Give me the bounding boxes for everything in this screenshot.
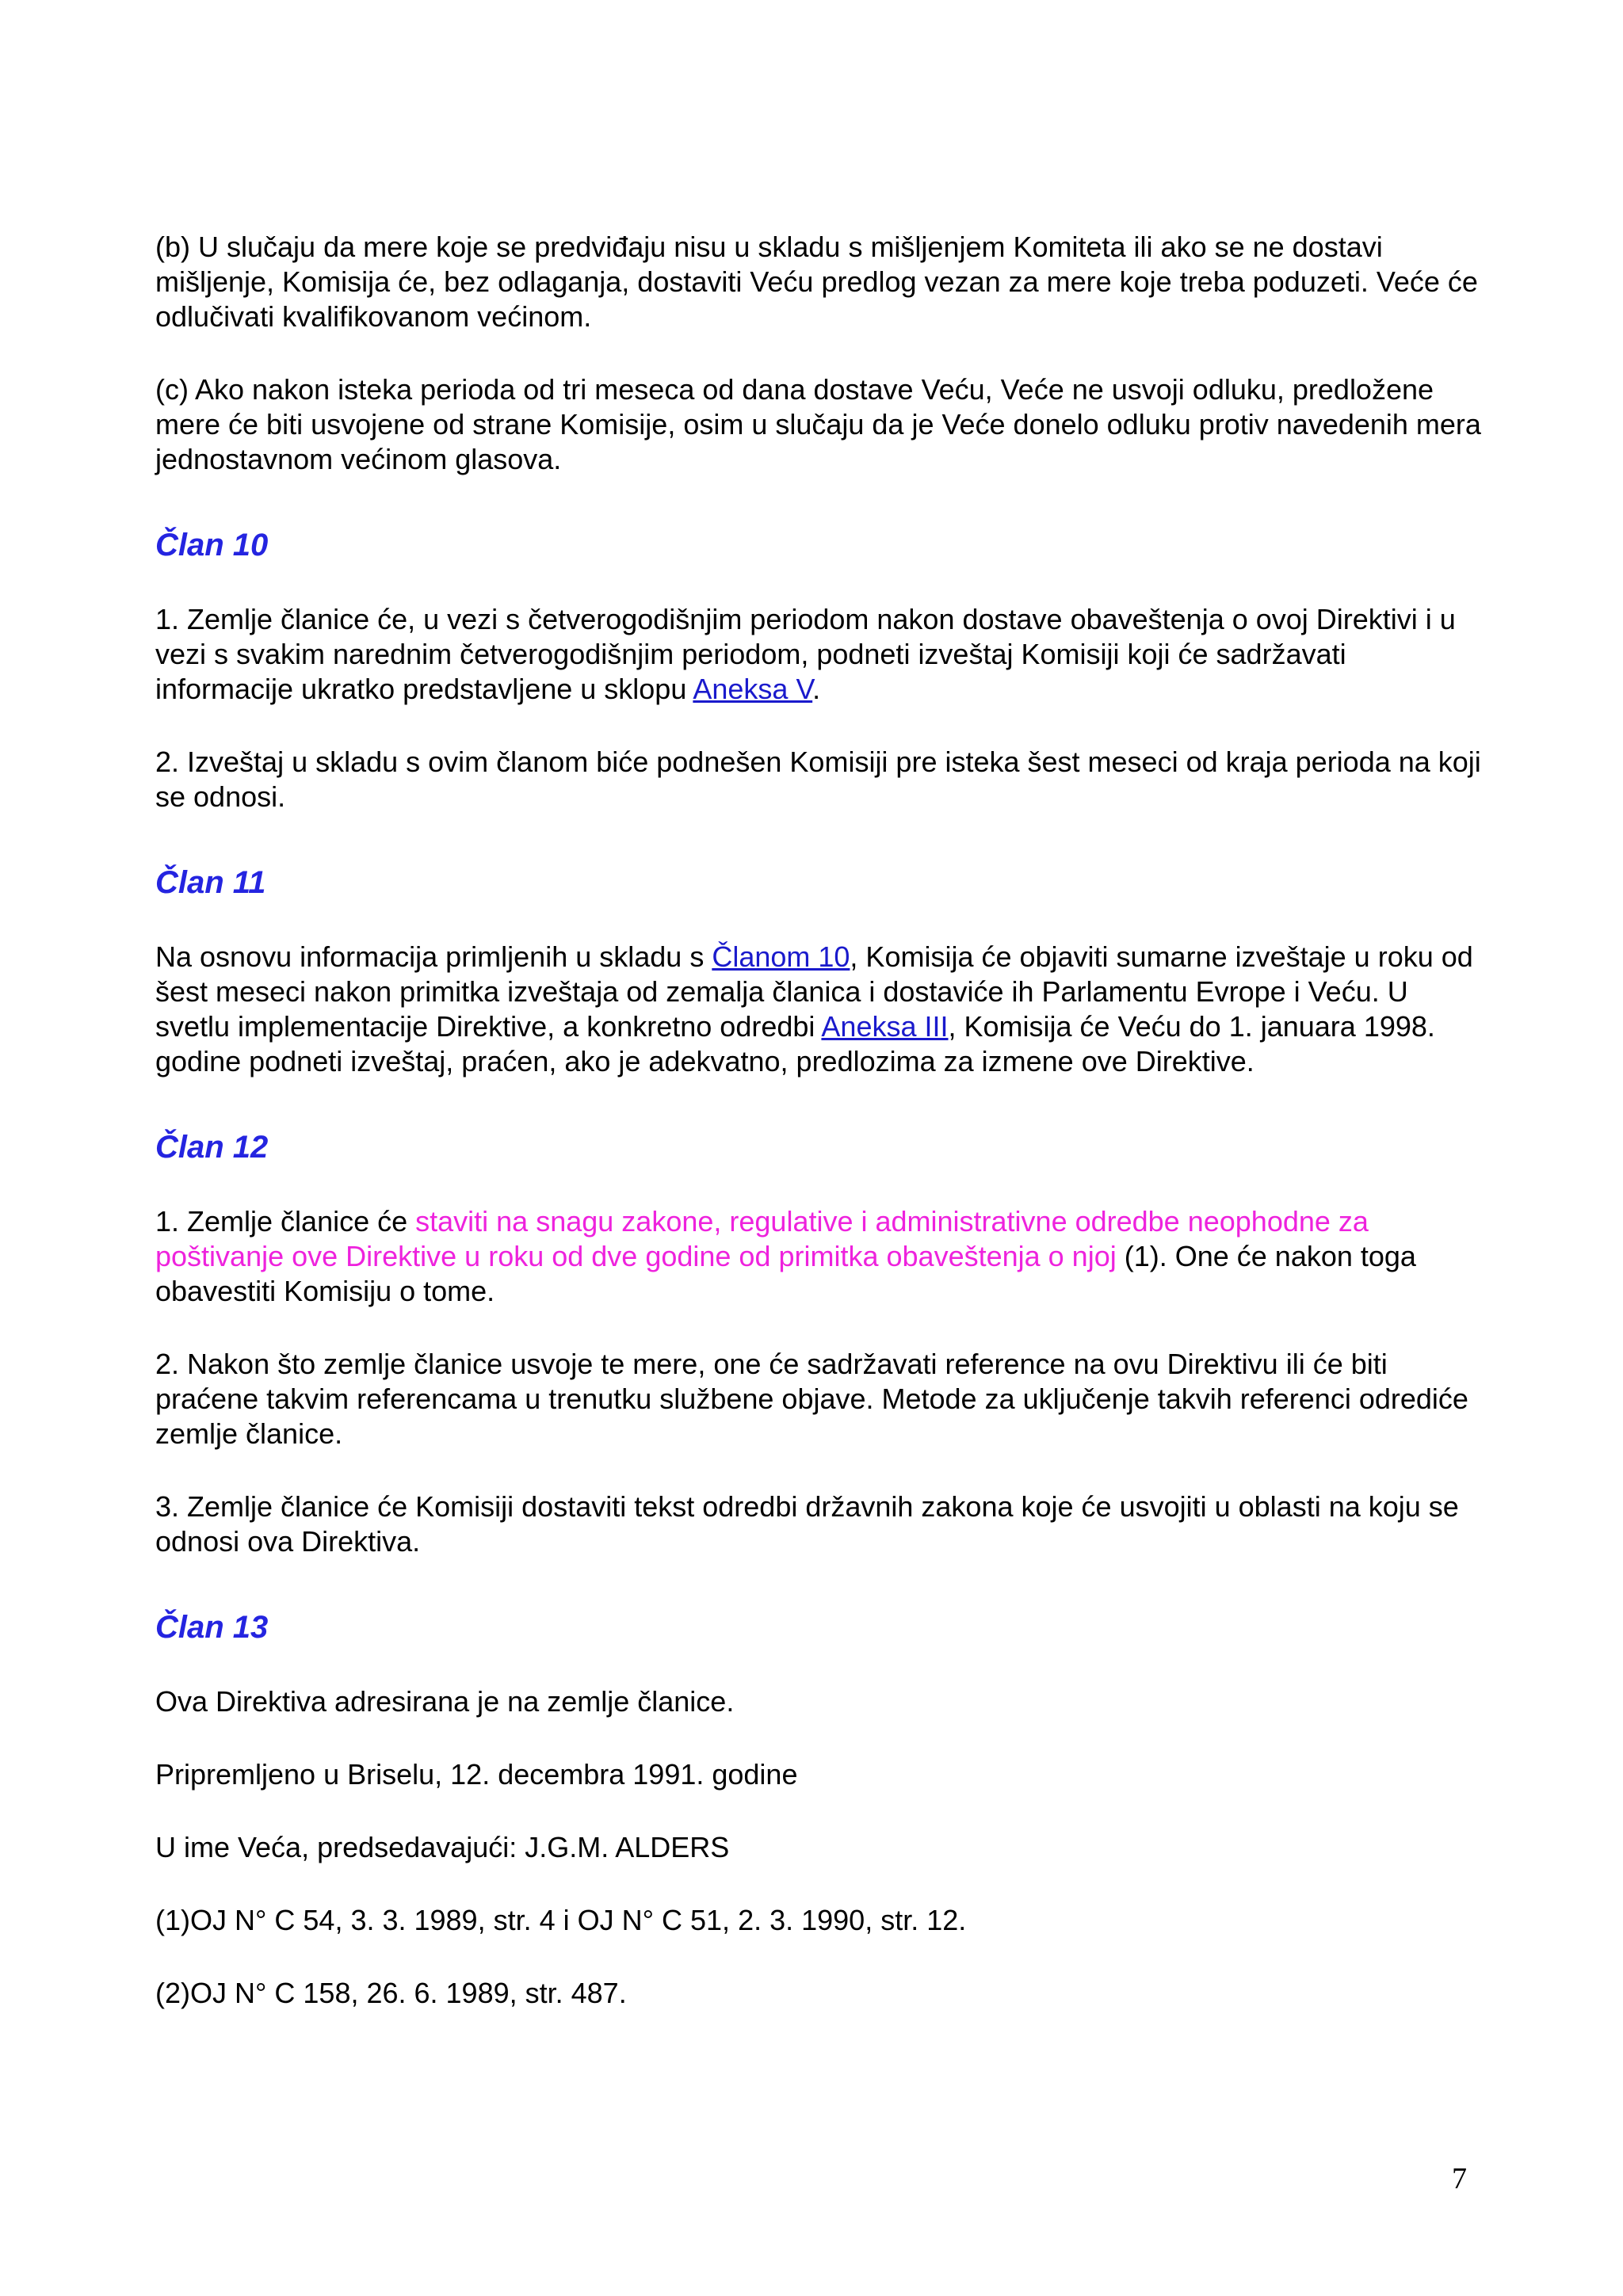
article-10-paragraph-1 (155, 602, 1487, 707)
article-10-paragraph-2: 2. Izveštaj u skladu s ovim članom biće podnešen Komisiji pre isteka šest meseci od kraja perioda na koji se odnosi. (155, 746, 1481, 813)
annex-v-link[interactable]: Aneksa V (693, 673, 813, 705)
text-segment: , Komisija će objaviti sumarne izveštaje u roku od šest meseci nakon primitka izveštaja od zemalja članica i dostaviće ih Parlamentu Evrope i Veću. U svetlu implementacije Direktive, a konkretno odredbi (155, 940, 1473, 1043)
article-10-heading: Član 10 (155, 528, 269, 563)
article-11-paragraph (155, 940, 1487, 1079)
text-segment: 1. Zemlje članice će, u vezi s četverogodišnjim periodom nakon dostave obaveštenja o ovoj Direktivi i u vezi s svakim narednim četverogodišnjim periodom, podneti izveštaj Komisiji koji će sadržavati informacije ukratko predstavljene u sklopu (155, 603, 1456, 705)
article-13-heading: Član 13 (155, 1610, 269, 1645)
paragraph-c: (c) Ako nakon isteka perioda od tri meseca od dana dostave Veću, Veće ne usvoji odluku, predložene mere će biti usvojene od strane Komisije, osim u slučaju da je Veće donelo odluku protiv navedenih mera jednostavnom većinom glasova. (155, 373, 1481, 475)
document-page (155, 230, 1487, 2011)
article-12-paragraph-2: 2. Nakon što zemlje članice usvoje te mere, one će sadržavati reference na ovu Direktivu ili će biti praćene takvim referencama u trenutku službene objave. Metode za uključenje takvih referenci odrediće zemlje članice. (155, 1348, 1468, 1450)
text-segment: (1). One će nakon toga obavestiti Komisiju o tome. (155, 1240, 1416, 1307)
signing-place-date: Pripremljeno u Briselu, 12. decembra 1991. godine (155, 1758, 798, 1791)
article-12-paragraph-3: 3. Zemlje članice će Komisiji dostaviti tekst odredbi državnih zakona koje će usvojiti u oblasti na koju se odnosi ova Direktiva. (155, 1490, 1459, 1558)
footnote-2: (2)OJ N° C 158, 26. 6. 1989, str. 487. (155, 1977, 627, 2009)
page-number: 7 (1452, 2162, 1467, 2195)
article-13-paragraph-1: Ova Direktiva adresirana je na zemlje članice. (155, 1685, 735, 1718)
highlighted-text: staviti na snagu zakone, regulative i administrativne odredbe neophodne za poštivanje ove Direktive u roku od dve godine od primitka obaveštenja o njoj (155, 1205, 1369, 1272)
article-11-heading: Član 11 (155, 865, 266, 900)
text-segment: 1. Zemlje članice će (155, 1205, 416, 1238)
annex-iii-link[interactable]: Aneksa III (821, 1010, 949, 1043)
text-segment: , Komisija će Veću do 1. januara 1998. godine podneti izveštaj, praćen, ako je adekvatno, predlozima za izmene ove Direktive. (155, 1010, 1435, 1077)
text-segment: . (812, 673, 821, 705)
text-segment: Na osnovu informacija primljenih u skladu s (155, 940, 712, 973)
article-10-link[interactable]: Članom 10 (712, 940, 850, 973)
article-12-heading: Član 12 (155, 1130, 269, 1165)
signatory: U ime Veća, predsedavajući: J.G.M. ALDERS (155, 1831, 730, 1863)
footnote-1: (1)OJ N° C 54, 3. 3. 1989, str. 4 i OJ N° C 51, 2. 3. 1990, str. 12. (155, 1904, 967, 1936)
article-12-paragraph-1 (155, 1204, 1487, 1309)
paragraph-b: (b) U slučaju da mere koje se predviđaju nisu u skladu s mišljenjem Komiteta ili ako se ne dostavi mišljenje, Komisija će, bez odlaganja, dostaviti Veću predlog vezan za mere koje treba poduzeti. Veće će odlučivati kvalifikovanom većinom. (155, 231, 1478, 333)
